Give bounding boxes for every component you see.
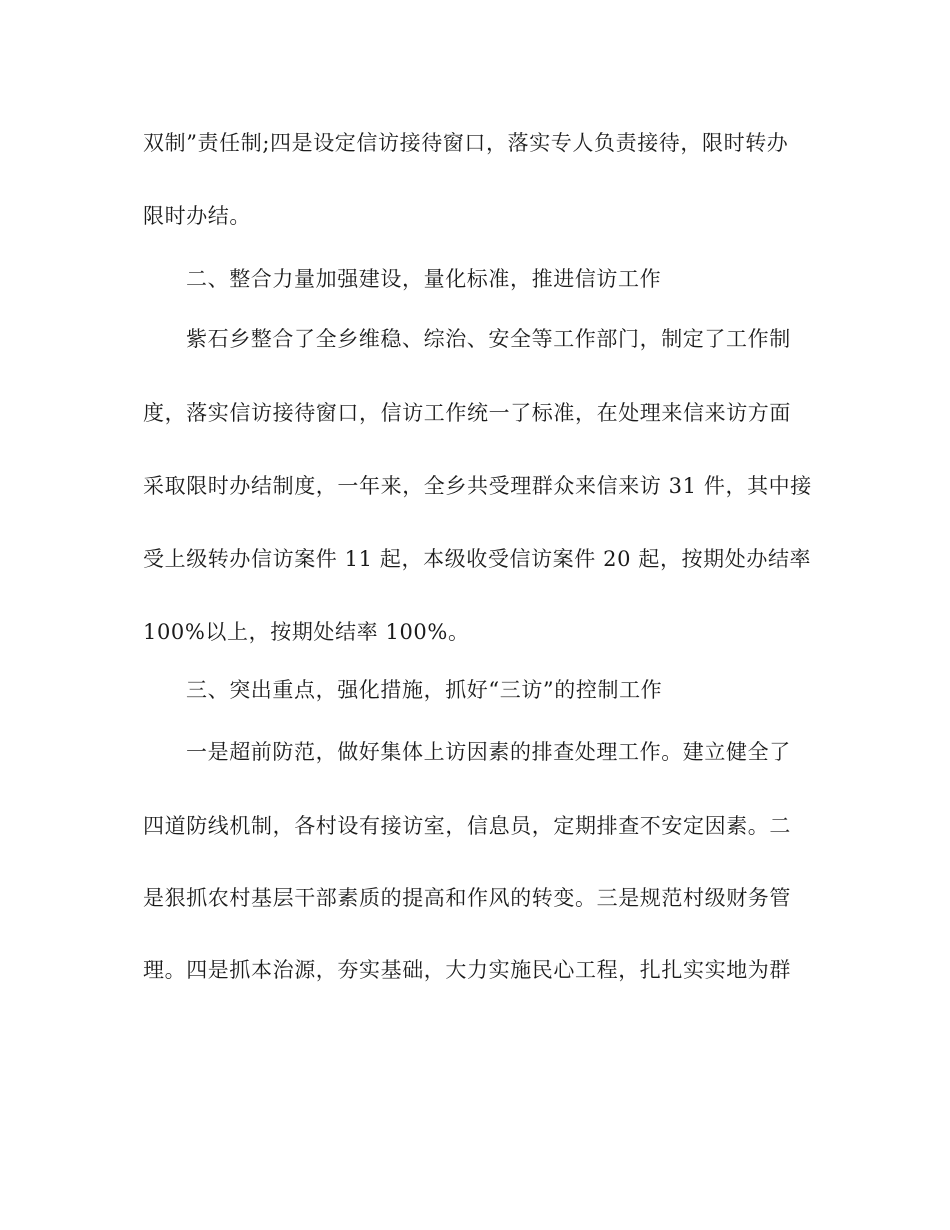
text-line: 100%以上，按期处结率 100%。 bbox=[143, 620, 470, 644]
text-line: 双制”责任制;四是设定信访接待窗口，落实专人负责接待，限时转办 bbox=[143, 131, 789, 155]
paragraph-start: 一是超前防范，做好集体上访因素的排查处理工作。建立健全了 bbox=[186, 740, 791, 764]
text-line: 是狠抓农村基层干部素质的提高和作风的转变。三是规范村级财务管 bbox=[143, 886, 791, 910]
section-heading: 三、突出重点，强化措施，抓好“三访”的控制工作 bbox=[186, 678, 663, 702]
text-line: 受上级转办信访案件 11 起，本级收受信访案件 20 起，按期处办结率 bbox=[143, 547, 812, 571]
text-line: 限时办结。 bbox=[143, 204, 251, 228]
paragraph-start: 紫石乡整合了全乡维稳、综治、安全等工作部门，制定了工作制 bbox=[186, 327, 791, 351]
section-heading: 二、整合力量加强建设，量化标准，推进信访工作 bbox=[186, 267, 662, 291]
text-line: 采取限时办结制度，一年来，全乡共受理群众来信来访 31 件，其中接 bbox=[143, 474, 812, 498]
text-line: 理。四是抓本治源，夯实基础，大力实施民心工程，扎扎实实地为群 bbox=[143, 958, 791, 982]
text-line: 四道防线机制，各村设有接访室，信息员，定期排查不安定因素。二 bbox=[143, 814, 791, 838]
text-line: 度，落实信访接待窗口，信访工作统一了标准，在处理来信来访方面 bbox=[143, 401, 791, 425]
